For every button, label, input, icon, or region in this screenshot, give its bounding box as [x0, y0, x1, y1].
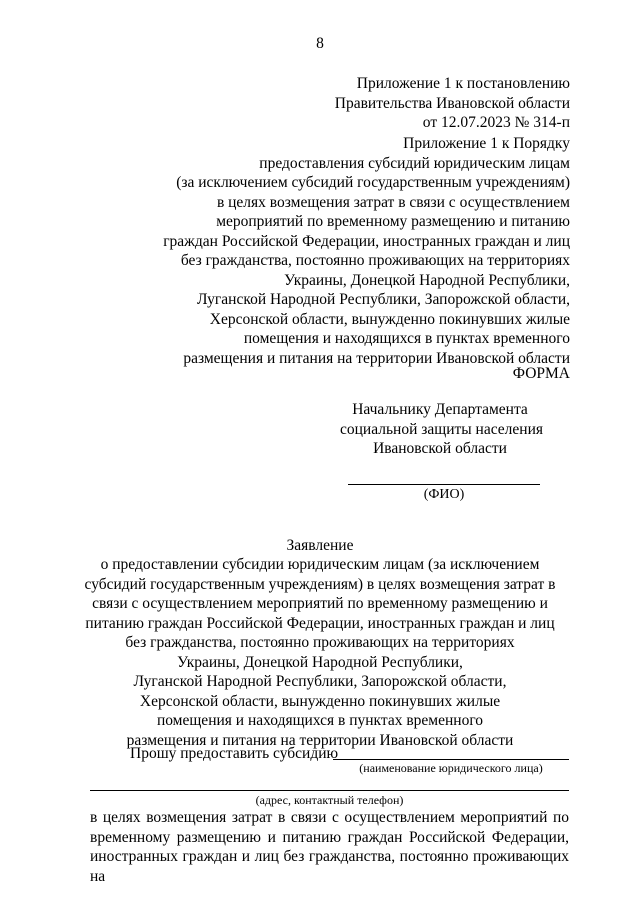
appendix-order-line: Луганской Народной Республики, Запорожской области, [197, 291, 570, 308]
statement-subject-block [60, 555, 580, 750]
body-line: иностранных граждан и лиц без гражданства, постоянно проживающих на [90, 848, 569, 885]
appendix-order-line: граждан Российской Федерации, иностранных граждан и лиц [163, 232, 570, 250]
appendix-order-line: Приложение 1 к Порядку [403, 135, 570, 152]
address-field[interactable] [90, 790, 569, 807]
appendix-order-line: мероприятий по временному размещению и питанию [216, 213, 570, 230]
addressee-line: Начальнику Департамента [352, 401, 528, 418]
address-caption: (адрес, контактный телефон) [255, 793, 404, 807]
appendix-order-line: Украины, Донецкой Народной Республики, [284, 271, 570, 289]
appendix-order-block [163, 134, 570, 368]
page-number: 8 [316, 35, 324, 52]
statement-subject-line: Луганской Народной Республики, Запорожской области, [133, 673, 507, 690]
appendix-decree-line: Приложение 1 к постановлению [356, 75, 570, 92]
appendix-order-line: предоставления субсидий юридическим лицам [259, 154, 570, 172]
fio-caption: (ФИО) [423, 487, 465, 502]
statement-title: Заявление [286, 537, 354, 554]
fio-field[interactable] [348, 484, 540, 505]
legal-entity-caption: (наименование юридического лица) [359, 761, 543, 775]
addressee-line: Ивановской области [373, 440, 507, 457]
appendix-order-line: без гражданства, постоянно проживающих на территориях [180, 252, 570, 269]
appendix-decree-line: Правительства Ивановской области [334, 94, 570, 112]
statement-subject-line: Херсонской области, вынужденно покинувших жилые [139, 692, 501, 710]
statement-subject-line: помещения и находящихся в пунктах временного [156, 712, 484, 729]
statement-subject-line: питанию граждан Российской Федерации, иностранных граждан и лиц [85, 614, 555, 632]
address-underline [90, 790, 569, 791]
appendix-order-line: в целях возмещения затрат в связи с осуществлением [216, 193, 570, 211]
appendix-order-line: Херсонской области, вынужденно покинувших жилые [209, 310, 570, 328]
statement-subject-line: без гражданства, постоянно проживающих на территориях [125, 634, 515, 651]
addressee-line: социальной защиты населения [340, 420, 544, 438]
form-label: ФОРМА [512, 365, 570, 382]
appendix-order-line: размещения и питания на территории Ивановской области [183, 349, 570, 367]
statement-subject-line: субсидий государственным учреждениям) в целях возмещения затрат в [84, 575, 556, 593]
request-text: Прошу предоставить субсидию [130, 745, 339, 762]
body-line: временному размещению и питанию граждан Российской Федерации, [90, 828, 569, 846]
appendix-decree-block [335, 74, 570, 133]
legal-entity-underline [333, 759, 569, 760]
statement-subject-line: о предоставлении субсидии юридическим лицам (за исключением [100, 556, 540, 573]
body-paragraph [90, 808, 569, 886]
body-line: в целях возмещения затрат в связи с осуществлением мероприятий по [90, 809, 569, 826]
legal-entity-field[interactable] [333, 759, 569, 775]
appendix-decree-line: от 12.07.2023 № 314-п [422, 114, 570, 131]
addressee-block [340, 400, 544, 459]
statement-subject-line: Украины, Донецкой Народной Республики, [177, 653, 463, 671]
appendix-order-line: помещения и находящихся в пунктах временного [243, 330, 570, 347]
statement-subject-line: размещения и питания на территории Ивановской области [126, 731, 514, 749]
statement-subject-line: связи с осуществлением мероприятий по временному размещению и [92, 595, 548, 612]
appendix-order-line: (за исключением субсидий государственным учреждениям) [176, 174, 570, 191]
